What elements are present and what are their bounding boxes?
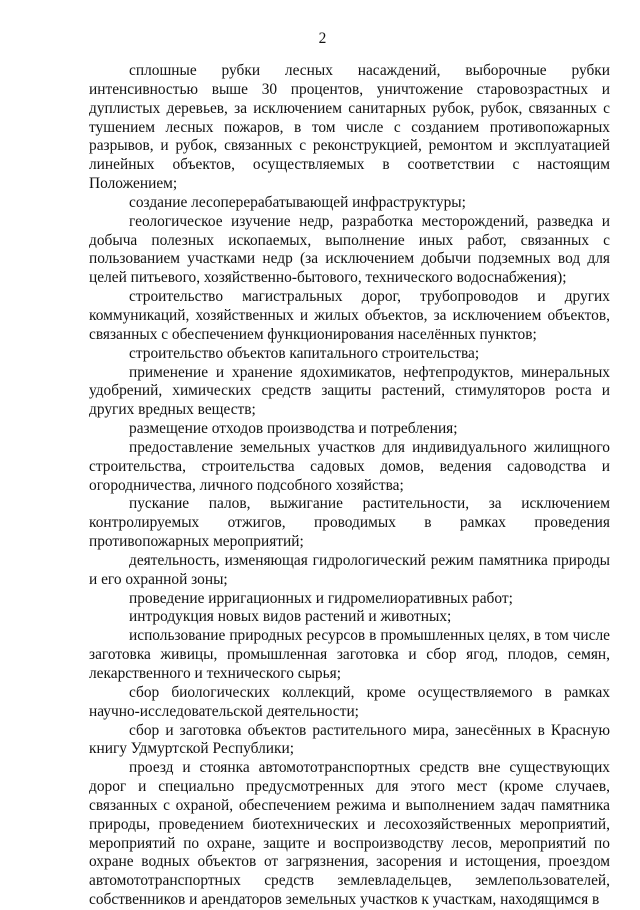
paragraph: проведение ирригационных и гидромелиоративных работ; <box>129 589 513 607</box>
document-body <box>89 62 610 910</box>
paragraph: пускание палов, выжигание растительности, за исключением контролируемых отжигов, проводимых в рамках проведения противопожарных мероприятий; <box>89 495 610 551</box>
paragraph: размещение отходов производства и потребления; <box>129 420 458 438</box>
paragraph: строительство объектов капитального строительства; <box>129 344 480 362</box>
paragraph: применение и хранение ядохимикатов, нефтепродуктов, минеральных удобрений, химических средств защиты растений, стимуляторов роста и других вредных веществ; <box>89 363 610 419</box>
paragraph: использование природных ресурсов в промышленных целях, в том числе заготовка живицы, промышленная заготовка и сбор ягод, плодов, семян, лекарственного и технического сырья; <box>89 627 610 682</box>
paragraph: проезд и стоянка автомототранспортных средств вне существующих дорог и специально предусмотренных для этого мест (кроме случаев, связанных с охраной, обеспечением режима и выполнением задач памятника природы, проведением биотехнических и лесохозяйственных мероприятий, мероприятий по охране, защите и воспроизводству лесов, мероприятий по охране водных объектов от загрязнения, засорения и истощения, проездом автомототранспортных средств землевладельцев, землепользователей, собственников и арендаторов земельных участков к участкам, находящимся в <box>89 759 610 909</box>
paragraph: предоставление земельных участков для индивидуального жилищного строительства, строительства садовых домов, ведения садоводства и огородничества, личного подсобного хозяйства; <box>89 438 610 494</box>
paragraph: деятельность, изменяющая гидрологический режим памятника природы и его охранной зоны; <box>89 551 610 588</box>
paragraph: интродукция новых видов растений и животных; <box>129 608 452 626</box>
paragraph: сбор биологических коллекций, кроме осуществляемого в рамках научно-исследовательской деятельности; <box>89 683 610 720</box>
paragraph: создание лесоперерабатывающей инфраструктуры; <box>129 193 466 211</box>
paragraph: сплошные рубки лесных насаждений, выборочные рубки интенсивностью выше 30 процентов, уничтожение старовозрастных и дуплистых деревьев, за исключением санитарных рубок, рубок, связанных с тушением лесных пожаров, в том числе с созданием противопожарных разрывов, и рубок, связанных с реконструкцией, ремонтом и эксплуатацией линейных объектов, осуществляемых в соответствии с настоящим Положением; <box>89 62 610 193</box>
page-number: 2 <box>318 30 327 47</box>
paragraph: геологическое изучение недр, разработка месторождений, разведка и добыча полезных ископаемых, выполнение иных работ, связанных с пользованием участками недр (за исключением добычи подземных вод для целей питьевого, хозяйственно-бытового, технического водоснабжения); <box>89 212 610 287</box>
paragraph: строительство магистральных дорог, трубопроводов и других коммуникаций, хозяйственных и жилых объектов, за исключением объектов, связанных с обеспечением функционирования населённых пунктов; <box>89 288 610 343</box>
paragraph: сбор и заготовка объектов растительного мира, занесённых в Красную книгу Удмуртской Республики; <box>89 721 610 758</box>
